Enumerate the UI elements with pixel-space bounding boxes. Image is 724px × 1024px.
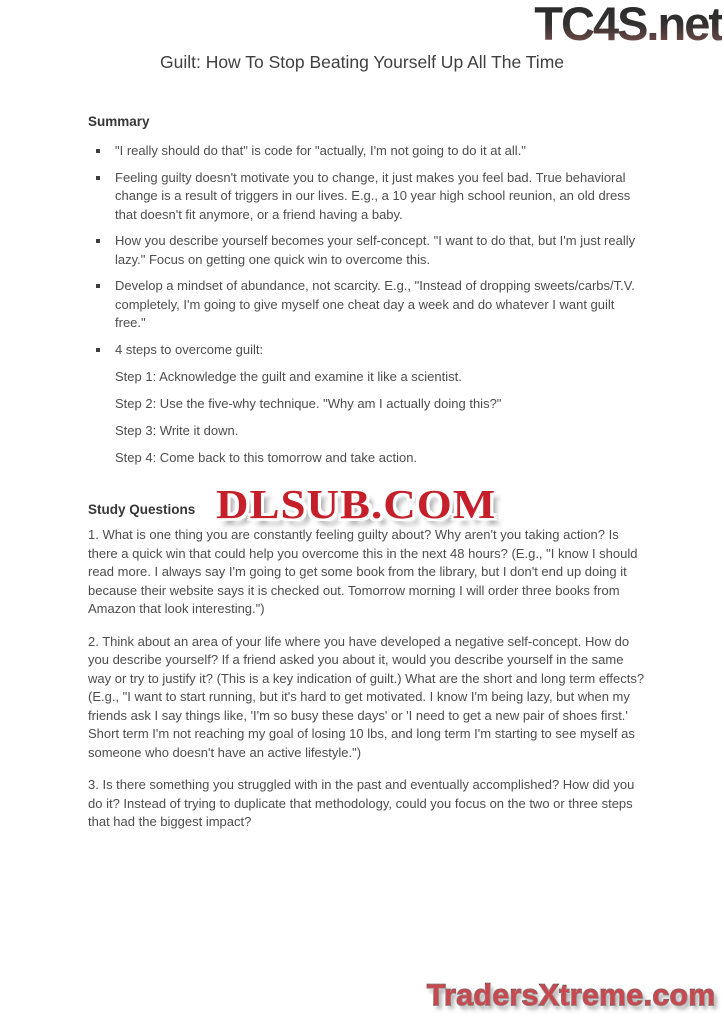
list-item bbox=[88, 277, 648, 333]
bullet-text: 4 steps to overcome guilt: bbox=[115, 341, 264, 357]
bullet-text: "I really should do that" is code for "actually, I'm not going to do it at all." bbox=[115, 143, 526, 158]
step-line: Step 1: Acknowledge the guilt and examine it like a scientist. bbox=[115, 368, 462, 384]
study-questions-heading: Study Questions bbox=[88, 502, 196, 517]
bullet-icon bbox=[88, 142, 115, 161]
question-paragraph: 2. Think about an area of your life where you have developed a negative self-concept. How do you describe yourself? If a friend asked you about it, would you describe yourself in the same way or try to justify it? (This is a key indication of guilt.) What are the short and long term effects? (E.g., "I want to start running, but it's hard to get motivated. I know I'm being lazy, but when my friends ask I say things like, 'I'm so busy these days' or 'I need to get a new pair of shoes first.' Short term I'm not reaching my goal of losing 10 lbs, and long term I'm starting to see myself as someone who doesn't have an active lifestyle.") bbox=[88, 633, 645, 760]
bullet-text: Develop a mindset of abundance, not scarcity. E.g., "Instead of dropping sweets/carbs/T.V. completely, I'm going to give myself one cheat day a week and do whatever I want guilt free." bbox=[115, 278, 635, 330]
question-paragraph: 3. Is there something you struggled with in the past and eventually accomplished? How did you do it? Instead of trying to duplicate that methodology, could you focus on the two or three steps that had the biggest impact? bbox=[88, 777, 635, 829]
summary-heading: Summary bbox=[88, 114, 150, 129]
page-title: Guilt: How To Stop Beating Yourself Up All The Time bbox=[159, 52, 565, 72]
dlsub-watermark: DLSUB.COM bbox=[216, 481, 497, 528]
summary-list bbox=[88, 142, 648, 467]
bullet-group bbox=[115, 341, 648, 468]
question-paragraph: 1. What is one thing you are constantly feeling guilty about? Why aren't you taking action? Is there a quick win that could help you overcome this in the next 48 hours? (E.g., "I know I should read more. I always say I'm going to get some book from the library, but I don't end up doing it because their website says it is checked out. Tomorrow morning I will order three books from Amazon that look interesting.") bbox=[88, 527, 638, 616]
list-item bbox=[88, 169, 648, 225]
step-line: Step 2: Use the five-why technique. "Why am I actually doing this?" bbox=[115, 395, 502, 411]
tradersxtreme-logo: TradersXtreme.com bbox=[427, 979, 716, 1012]
bullet-text: Feeling guilty doesn't motivate you to change, it just makes you feel bad. True behavioral change is a result of triggers in our lives. E.g., a 10 year high school reunion, an old dress that doesn't fit anymore, or a friend having a baby. bbox=[115, 169, 631, 222]
list-item bbox=[88, 341, 648, 468]
bullet-icon bbox=[88, 169, 115, 188]
document-content bbox=[88, 112, 648, 832]
list-item bbox=[88, 142, 648, 161]
tc4s-logo: TC4S.net bbox=[534, 0, 722, 50]
bullet-icon bbox=[88, 277, 115, 296]
bullet-icon bbox=[88, 232, 115, 251]
step-line: Step 3: Write it down. bbox=[115, 422, 239, 438]
bullet-text: How you describe yourself becomes your self-concept. "I want to do that, but I'm just really lazy." Focus on getting one quick win to overcome this. bbox=[115, 233, 636, 267]
list-item bbox=[88, 232, 648, 269]
step-line: Step 4: Come back to this tomorrow and take action. bbox=[115, 449, 418, 465]
bullet-icon bbox=[88, 341, 115, 360]
